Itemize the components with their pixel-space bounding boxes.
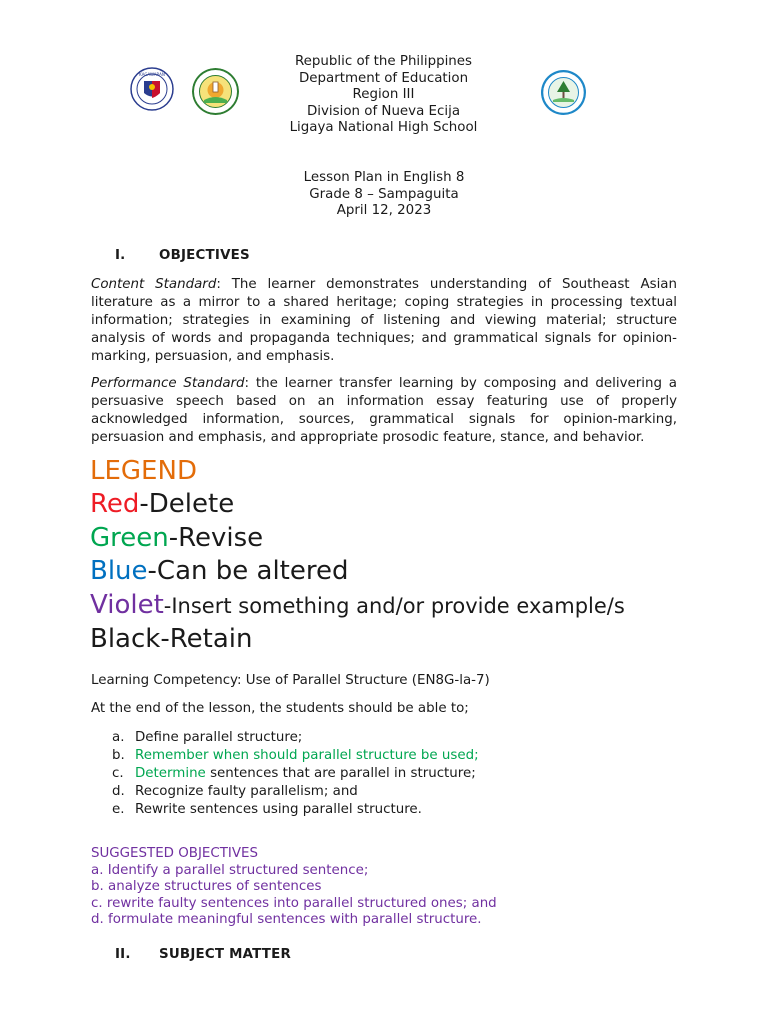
- list-marker: b.: [112, 748, 125, 763]
- legend-color-word: Black: [90, 624, 161, 655]
- header-line: Ligaya National High School: [289, 120, 478, 136]
- objectives-heading: [115, 248, 250, 263]
- legend: [90, 455, 625, 656]
- performance-standard: [91, 375, 677, 447]
- lesson-info: [0, 170, 768, 220]
- legend-item-blue: [90, 555, 625, 588]
- performance-standard-label: Performance Standard: [91, 376, 245, 391]
- list-item: [112, 783, 479, 801]
- suggested-item: b. analyze structures of sentences: [91, 879, 322, 895]
- section-number: II.: [115, 947, 131, 962]
- header-line: Department of Education: [298, 70, 469, 86]
- lesson-grade: Grade 8 – Sampaguita: [309, 186, 459, 202]
- objectives-intro: At the end of the lesson, the students should be able to;: [91, 701, 469, 716]
- legend-meaning: -Delete: [139, 489, 235, 520]
- list-item-text: Remember when should parallel structure be used;: [135, 748, 479, 763]
- list-marker: c.: [112, 766, 124, 781]
- list-marker: e.: [112, 802, 125, 817]
- list-item-text: sentences that are parallel in structure;: [205, 766, 476, 781]
- legend-color-word: Green: [90, 522, 169, 553]
- legend-color-word: Red: [90, 489, 140, 520]
- section-title: OBJECTIVES: [159, 248, 250, 263]
- lesson-date: April 12, 2023: [336, 203, 432, 219]
- list-item-text: Rewrite sentences using parallel structure.: [135, 802, 422, 817]
- svg-text:KAGAWARAN: KAGAWARAN: [139, 72, 165, 77]
- section-title: SUBJECT MATTER: [159, 947, 291, 962]
- list-item: [112, 747, 479, 765]
- content-standard-text: : The learner demonstrates understanding of Southeast Asian literature as a mirror to a shared heritage; coping strategies in processing textual information; strategies in examining of listening and viewing material; structure analysis of words and propaganda techniques; and grammatical signals for opinion-marking, persuasion, and emphasis.: [91, 277, 677, 364]
- content-standard-label: Content Standard: [91, 277, 217, 292]
- suggested-item: d. formulate meaningful sentences with parallel structure.: [91, 912, 482, 928]
- legend-meaning: -Retain: [160, 624, 253, 655]
- objectives-list: [112, 729, 479, 819]
- list-item-highlight: Determine: [135, 766, 206, 781]
- legend-item-green: [90, 522, 625, 555]
- content-standard: [91, 276, 677, 366]
- header-line: Division of Nueva Ecija: [306, 103, 461, 119]
- suggested-item: c. rewrite faulty sentences into parallel structured ones; and: [91, 895, 497, 911]
- section-number: I.: [115, 248, 126, 263]
- suggested-item: a. Identify a parallel structured sentence;: [91, 862, 369, 878]
- legend-item-black: [90, 623, 625, 656]
- list-item: [112, 801, 479, 819]
- header-line: Region III: [352, 87, 415, 103]
- learning-competency: Learning Competency: Use of Parallel Structure (EN8G-la-7): [91, 673, 490, 688]
- suggested-title: SUGGESTED OBJECTIVES: [91, 846, 258, 861]
- legend-item-violet: [90, 589, 625, 623]
- legend-meaning: -Revise: [168, 522, 264, 553]
- institution-header: [0, 54, 768, 137]
- legend-color-word: Blue: [90, 556, 148, 587]
- legend-meaning: -Insert something and/or provide example/s: [163, 593, 625, 618]
- list-item: [112, 765, 479, 783]
- list-marker: a.: [112, 730, 125, 745]
- legend-title: LEGEND: [90, 456, 197, 486]
- suggested-objectives: [91, 846, 497, 929]
- list-item: [112, 729, 479, 747]
- subject-matter-heading: [115, 947, 291, 962]
- header-line: Republic of the Philippines: [294, 54, 473, 69]
- legend-item-red: [90, 488, 625, 521]
- list-item-text: Recognize faulty parallelism; and: [135, 784, 358, 799]
- legend-meaning: -Can be altered: [147, 556, 349, 587]
- legend-color-word: Violet: [90, 589, 164, 620]
- list-marker: d.: [112, 784, 125, 799]
- lesson-title: Lesson Plan in English 8: [303, 170, 465, 185]
- performance-standard-text: : the learner transfer learning by composing and delivering a persuasive speech based on an information essay featuring use of properly acknowledged information, sources, grammatical signals for opinion-marking, persuasion and emphasis, and appropriate prosodic feature, stance, and behavior.: [91, 376, 677, 445]
- list-item-text: Define parallel structure;: [135, 730, 303, 745]
